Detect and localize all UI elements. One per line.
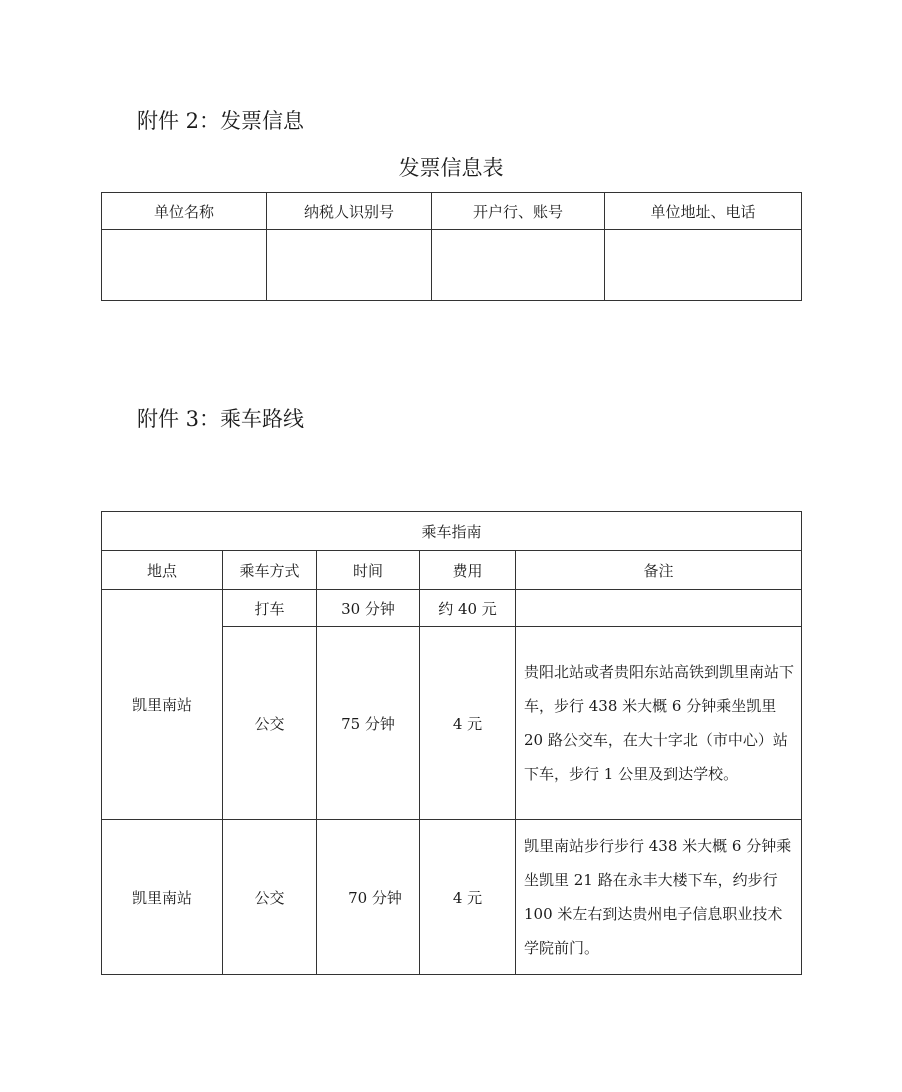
cell-location: 凯里南站 <box>102 590 223 820</box>
cell-cost: 约 40 元 <box>420 590 516 627</box>
table-header-row <box>102 193 802 230</box>
attachment3-heading: 附件 3：乘车路线 <box>137 407 305 431</box>
col-header-cost: 费用 <box>420 551 516 590</box>
invoice-info-table <box>101 192 802 301</box>
col-header-address-phone: 单位地址、电话 <box>605 193 802 230</box>
table-row <box>102 820 802 975</box>
cell-note <box>516 590 802 627</box>
col-header-company-name: 单位名称 <box>102 193 267 230</box>
table-row <box>102 590 802 627</box>
col-header-location: 地点 <box>102 551 223 590</box>
cell-note: 凯里南站步行步行 438 米大概 6 分钟乘坐凯里 21 路在永丰大楼下车，约步行 100 米左右到达贵州电子信息职业技术学院前门。 <box>516 820 802 975</box>
table-title-row <box>102 512 802 551</box>
cell-bank-account <box>432 230 605 301</box>
cell-location: 凯里南站 <box>102 820 223 975</box>
col-header-taxpayer-id: 纳税人识别号 <box>267 193 432 230</box>
cell-time: 75 分钟 <box>317 627 420 820</box>
invoice-table-title: 发票信息表 <box>398 156 504 180</box>
table-header-row <box>102 551 802 590</box>
cell-cost: 4 元 <box>420 627 516 820</box>
cell-company-name <box>102 230 267 301</box>
cell-mode: 公交 <box>223 627 317 820</box>
cell-taxpayer-id <box>267 230 432 301</box>
cell-mode: 打车 <box>223 590 317 627</box>
col-header-time: 时间 <box>317 551 420 590</box>
cell-cost: 4 元 <box>420 820 516 975</box>
cell-time: 70 分钟 <box>317 820 420 975</box>
route-guide-table <box>101 511 802 975</box>
col-header-bank-account: 开户行、账号 <box>432 193 605 230</box>
cell-note: 贵阳北站或者贵阳东站高铁到凯里南站下车，步行 438 米大概 6 分钟乘坐凯里 20 路公交车，在大十字北（市中心）站下车，步行 1 公里及到达学校。 <box>516 627 802 820</box>
route-table-title: 乘车指南 <box>102 512 802 551</box>
cell-address-phone <box>605 230 802 301</box>
col-header-note: 备注 <box>516 551 802 590</box>
cell-mode: 公交 <box>223 820 317 975</box>
col-header-mode: 乘车方式 <box>223 551 317 590</box>
cell-time: 30 分钟 <box>317 590 420 627</box>
attachment2-heading: 附件 2：发票信息 <box>137 109 305 133</box>
table-row <box>102 230 802 301</box>
